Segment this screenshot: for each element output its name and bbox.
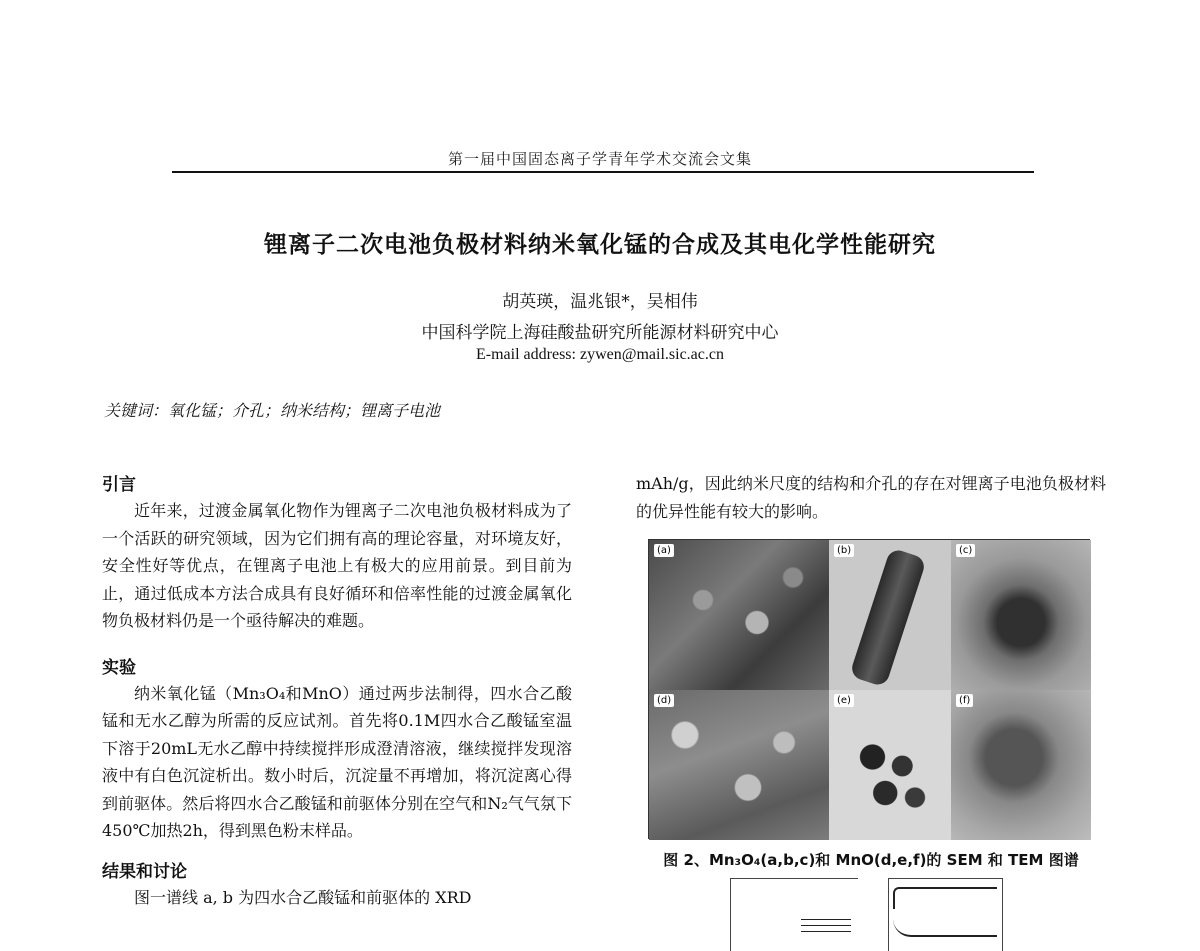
header-rule bbox=[172, 171, 1034, 173]
keywords: 关键词：氧化锰；介孔；纳米结构；锂离子电池 bbox=[104, 401, 441, 420]
panel-label-f: (f) bbox=[956, 694, 973, 707]
tem-panel-e bbox=[829, 690, 951, 840]
figure-3-plots-partial bbox=[730, 878, 1020, 951]
right-column bbox=[636, 470, 1106, 870]
intro-paragraph: 近年来，过渡金属氧化物作为锂离子二次电池负极材料成为了一个活跃的研究领域，因为它们拥有高的理论容量，对环境友好，安全性好等优点，在锂离子电池上有极大的应用前景。到目前为止，通过低成本方法合成具有良好循环和倍率性能的过渡金属氧化物负极材料仍是一个亟待解决的难题。 bbox=[102, 501, 572, 630]
experiment-paragraph: 纳米氧化锰（Mn₃O₄和MnO）通过两步法制得，四水合乙酸锰和无水乙醇为所需的反应试剂。首先将0.1M四水合乙酸锰室温下溶于20mL无水乙醇中持续搅拌形成澄清溶液，继续搅拌发现溶液中有白色沉淀析出。数小时后，沉淀量不再增加，将沉淀离心得到前驱体。然后将四水合乙酸锰和前驱体分别在空气和N₂气气氛下450℃加热2h，得到黑色粉末样品。 bbox=[102, 683, 572, 840]
figure-2-caption: 图 2、Mn₃O₄(a,b,c)和 MnO(d,e,f)的 SEM 和 TEM 图谱 bbox=[663, 851, 1079, 869]
authors: 胡英瑛，温兆银*，吴相伟 bbox=[502, 292, 698, 312]
plot-left bbox=[730, 878, 858, 951]
panel-label-b: (b) bbox=[834, 544, 854, 557]
running-header: 第一届中国固态离子学青年学术交流会文集 bbox=[447, 150, 752, 168]
panel-label-e: (e) bbox=[834, 694, 854, 707]
email-label: E-mail address: bbox=[476, 346, 576, 363]
paper-title: 锂离子二次电池负极材料纳米氧化锰的合成及其电化学性能研究 bbox=[264, 232, 936, 258]
tem-panel-b bbox=[829, 540, 951, 690]
results-paragraph: 图一谱线 a, b 为四水合乙酸锰和前驱体的 XRD bbox=[134, 887, 472, 907]
left-column bbox=[102, 470, 572, 911]
email-line bbox=[0, 346, 1200, 364]
figure-2-micrographs bbox=[648, 539, 1090, 839]
sem-panel-a bbox=[649, 540, 829, 690]
sem-panel-d bbox=[649, 690, 829, 840]
email-link[interactable]: zywen@mail.sic.ac.cn bbox=[579, 346, 724, 363]
tem-panel-c bbox=[951, 540, 1091, 690]
panel-label-c: (c) bbox=[956, 544, 975, 557]
section-heading-intro: 引言 bbox=[102, 475, 136, 495]
affiliation: 中国科学院上海硅酸盐研究所能源材料研究中心 bbox=[421, 323, 779, 343]
section-heading-experiment: 实验 bbox=[102, 657, 136, 678]
panel-label-d: (d) bbox=[654, 694, 674, 707]
right-paragraph: mAh/g，因此纳米尺度的结构和介孔的存在对锂离子电池负极材料的优异性能有较大的影响。 bbox=[636, 474, 1106, 521]
panel-label-a: (a) bbox=[654, 544, 674, 557]
plot-right bbox=[888, 878, 1003, 951]
tem-panel-f bbox=[951, 690, 1091, 840]
section-heading-results: 结果和讨论 bbox=[102, 861, 187, 882]
